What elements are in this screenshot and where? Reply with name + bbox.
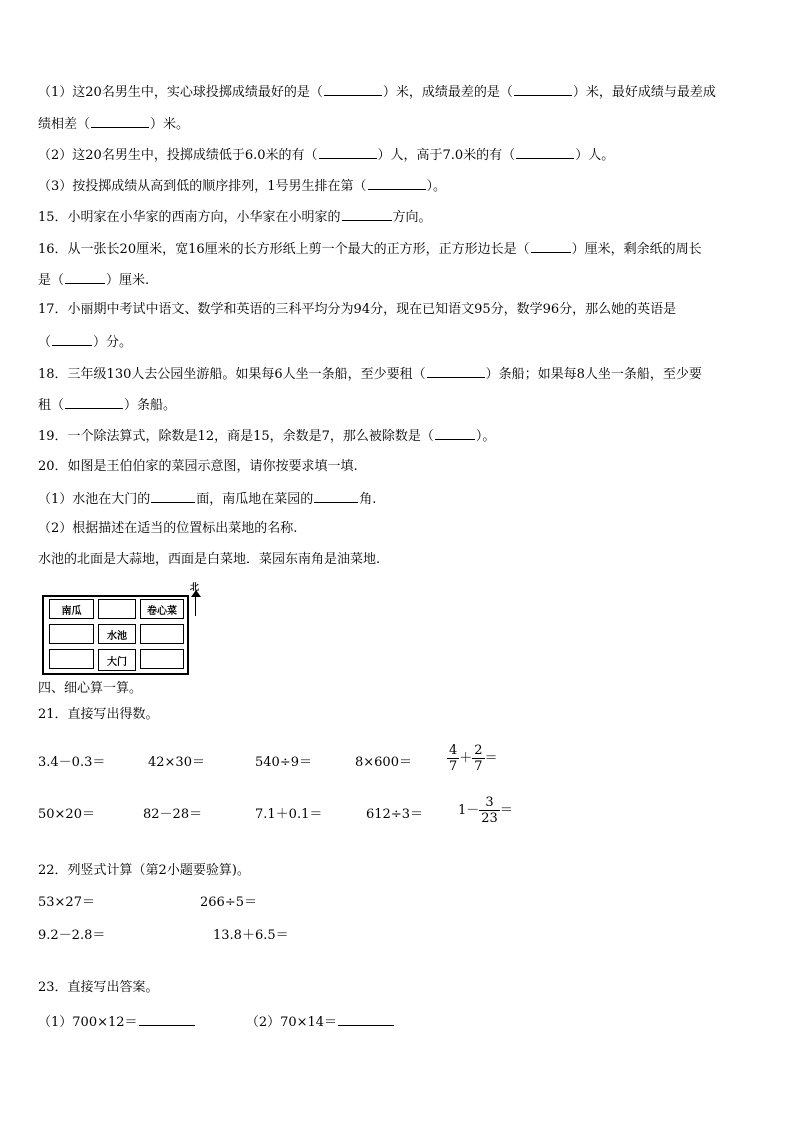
text: ）条船；如果每8人坐一条船，至少要 [485, 367, 702, 382]
answer-blank[interactable] [514, 82, 572, 96]
answer-blank[interactable] [368, 176, 426, 190]
question-21-title: 21．直接写出得数。 [38, 707, 159, 722]
calc-item: 8×600＝ [355, 755, 412, 770]
text: 18．三年级130人去公园坐游船。如果每6人坐一条船，至少要租（ [38, 367, 426, 382]
question-18 [38, 364, 702, 384]
answer-blank[interactable] [324, 82, 382, 96]
answer-blank[interactable] [52, 332, 92, 346]
text: 17．小丽期中考试中语文、数学和英语的三科平均分为94分，现在已知语文95分，数学96分，那么她的英语是 [38, 302, 677, 317]
numerator: 2 [474, 743, 483, 758]
text: ）。 [426, 179, 447, 194]
question-20-title: 20．如图是王伯伯家的菜园示意图，请你按要求填一填. [38, 459, 358, 474]
question-23-items [38, 1012, 395, 1032]
question-18-cont [38, 395, 176, 415]
prefix: 1－ [458, 803, 480, 818]
answer-blank[interactable] [314, 489, 358, 503]
text: （1）这20名男生中，实心球投掷成绩最好的是（ [38, 85, 323, 100]
text: 角. [359, 492, 377, 507]
q14-part1 [38, 82, 716, 102]
text: ）厘米，剩余纸的周长 [571, 242, 702, 257]
text: ）人，高于7.0米的有（ [377, 148, 516, 163]
text: （1）700×12＝ [38, 1015, 138, 1030]
denominator: 23 [481, 811, 498, 826]
answer-blank[interactable] [516, 145, 574, 159]
unnamed-plot[interactable] [140, 624, 184, 644]
calc-item: 266÷5＝ [200, 895, 257, 910]
denominator: 7 [449, 759, 458, 774]
cabbage-plot: 卷心菜 [140, 599, 184, 619]
question-20-part1 [38, 489, 376, 509]
arrow-shaft [195, 594, 196, 616]
answer-blank[interactable] [342, 207, 392, 221]
text: 面，南瓜地在菜园的 [196, 492, 314, 507]
text: ）厘米. [106, 273, 150, 288]
q14-part1-cont [38, 114, 189, 134]
question-20-description: 水池的北面是大蒜地，西面是白菜地．菜园东南角是油菜地. [38, 552, 381, 567]
calc-item: 7.1＋0.1＝ [255, 807, 323, 822]
fraction [447, 743, 459, 774]
question-20-part2: （2）根据描述在适当的位置标出菜地的名称. [38, 521, 298, 536]
text: 19．一个除法算式，除数是12，商是15，余数是7，那么被除数是（ [38, 429, 434, 444]
text: （2）这20名男生中，投掷成绩低于6.0米的有（ [38, 148, 318, 163]
north-arrow-icon [190, 580, 206, 620]
text: ）米，成绩最差的是（ [382, 85, 513, 100]
equals: ＝ [499, 803, 513, 818]
question-15 [38, 207, 432, 227]
answer-blank[interactable] [139, 1012, 195, 1026]
text: ）米。 [150, 117, 190, 132]
calc-item: 9.2－2.8＝ [38, 928, 106, 943]
text: ）米，最好成绩与最差成 [572, 85, 716, 100]
text: 租（ [38, 398, 65, 413]
pumpkin-plot: 南瓜 [49, 599, 94, 619]
answer-blank[interactable] [319, 145, 377, 159]
unnamed-plot[interactable] [98, 599, 136, 619]
answer-blank[interactable] [65, 270, 105, 284]
q14-part2 [38, 145, 614, 165]
calc-item: 3.4－0.3＝ [38, 755, 106, 770]
text: 16．从一张长20厘米，宽16厘米的长方形纸上剪一个最大的正方形，正方形边长是（ [38, 242, 530, 257]
answer-blank[interactable] [91, 114, 149, 128]
text: 15．小明家在小华家的西南方向，小华家在小明家的 [38, 210, 341, 225]
calc-item: 13.8＋6.5＝ [213, 928, 289, 943]
gate-plot: 大门 [98, 649, 136, 671]
answer-blank[interactable] [65, 395, 123, 409]
unnamed-plot[interactable] [140, 649, 184, 669]
fraction [479, 795, 500, 826]
fraction-expression [447, 743, 498, 774]
text: （ [38, 335, 52, 350]
calc-item: 50×20＝ [38, 807, 95, 822]
calc-item: 612÷3＝ [366, 807, 423, 822]
q14-part3 [38, 176, 446, 196]
calc-item: 82－28＝ [143, 807, 203, 822]
text: 是（ [38, 273, 65, 288]
text: ）条船。 [124, 398, 177, 413]
text: ）分。 [93, 335, 133, 350]
north-label: 北 [190, 583, 200, 593]
text: （2）70×14＝ [245, 1015, 338, 1030]
answer-blank[interactable] [435, 426, 475, 440]
section-heading: 四、细心算一算。 [38, 681, 143, 696]
numerator: 4 [449, 743, 458, 758]
question-17-cont [38, 332, 132, 352]
question-23-title: 23．直接写出答案。 [38, 980, 159, 995]
unnamed-plot[interactable] [49, 624, 94, 644]
text: ）人。 [575, 148, 615, 163]
answer-blank[interactable] [531, 239, 571, 253]
denominator: 7 [474, 759, 483, 774]
arrow-head [191, 590, 201, 597]
question-16-cont [38, 270, 149, 290]
garden-diagram [42, 595, 189, 675]
equals: ＝ [484, 751, 498, 766]
text: 绩相差（ [38, 117, 91, 132]
text: （3）按投掷成绩从高到低的顺序排列，1号男生排在第（ [38, 179, 367, 194]
numerator: 3 [479, 795, 500, 811]
text: （1）水池在大门的 [38, 492, 151, 507]
answer-blank[interactable] [151, 489, 195, 503]
calc-item: 540÷9＝ [255, 755, 312, 770]
question-19 [38, 426, 495, 446]
fraction [472, 743, 484, 774]
calc-item: 42×30＝ [148, 755, 205, 770]
text: ）。 [475, 429, 496, 444]
pool-plot: 水池 [98, 624, 136, 644]
fraction-expression [458, 795, 513, 826]
operator: ＋ [459, 751, 473, 766]
text: 方向。 [392, 210, 432, 225]
unnamed-plot[interactable] [49, 649, 94, 669]
answer-blank[interactable] [427, 364, 485, 378]
question-16 [38, 239, 702, 259]
question-22-title: 22．列竖式计算（第2小题要验算)。 [38, 863, 250, 878]
question-17 [38, 301, 676, 319]
calc-item: 53×27＝ [38, 895, 95, 910]
answer-blank[interactable] [338, 1012, 394, 1026]
